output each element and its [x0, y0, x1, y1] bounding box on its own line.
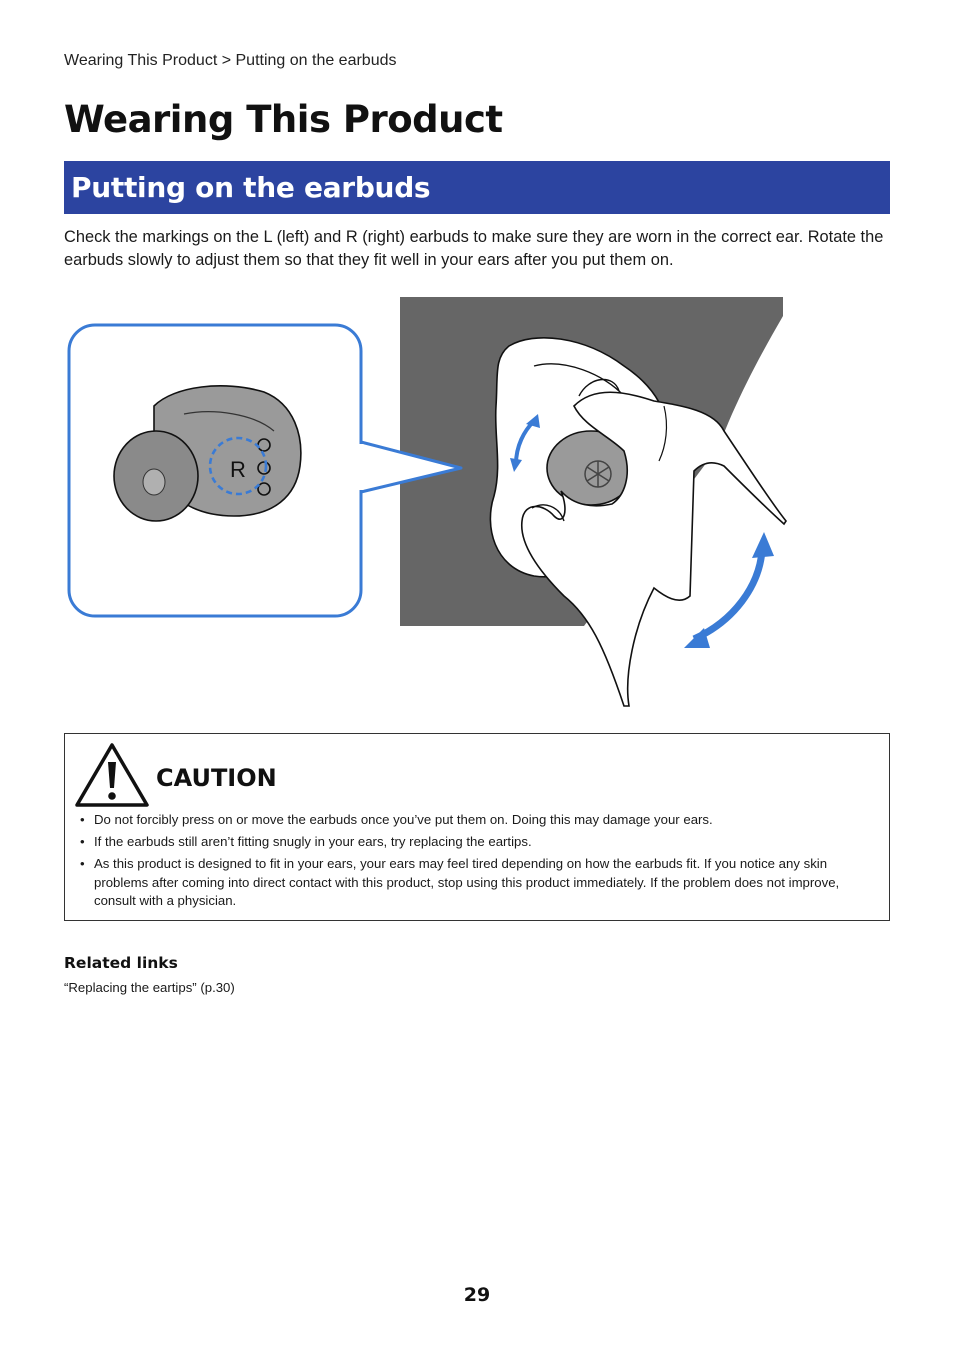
caution-list: [94, 811, 874, 914]
related-links-heading: Related links: [64, 954, 178, 972]
section-title: Putting on the earbuds: [71, 171, 431, 204]
caution-box: [64, 733, 890, 921]
replacing-eartips-link[interactable]: “Replacing the eartips” (p.30): [64, 980, 235, 995]
section-header: [64, 161, 890, 214]
earbud-fitting-illustration: [64, 296, 804, 708]
intro-paragraph: Check the markings on the L (left) and R (right) earbuds to make sure they are worn in the correct ear. Rotate the earbuds slowly to adjust them so that they fit well in your ears after you put them on.: [64, 228, 884, 269]
caution-item: • Do not forcibly press on or move the earbuds once you’ve put them on. Doing this may damage your ears.: [94, 811, 874, 830]
caution-item: • As this product is designed to fit in your ears, your ears may feel tired depending on how the earbuds fit. If you notice any skin problems after coming into direct contact with this product, stop using this product immediately. If the problem does not improve, consult with a physician.: [94, 855, 874, 911]
page-number: 29: [463, 1284, 491, 1306]
earbud-marking-label: R: [230, 457, 246, 482]
caution-title: CAUTION: [156, 764, 277, 792]
page-title: Wearing This Product: [64, 98, 503, 141]
breadcrumb: Wearing This Product > Putting on the earbuds: [64, 52, 397, 69]
warning-triangle-icon: [74, 742, 150, 808]
caution-item: • If the earbuds still aren’t fitting snugly in your ears, try replacing the eartips.: [94, 833, 874, 852]
rotate-arrow-large-icon: [684, 532, 774, 648]
